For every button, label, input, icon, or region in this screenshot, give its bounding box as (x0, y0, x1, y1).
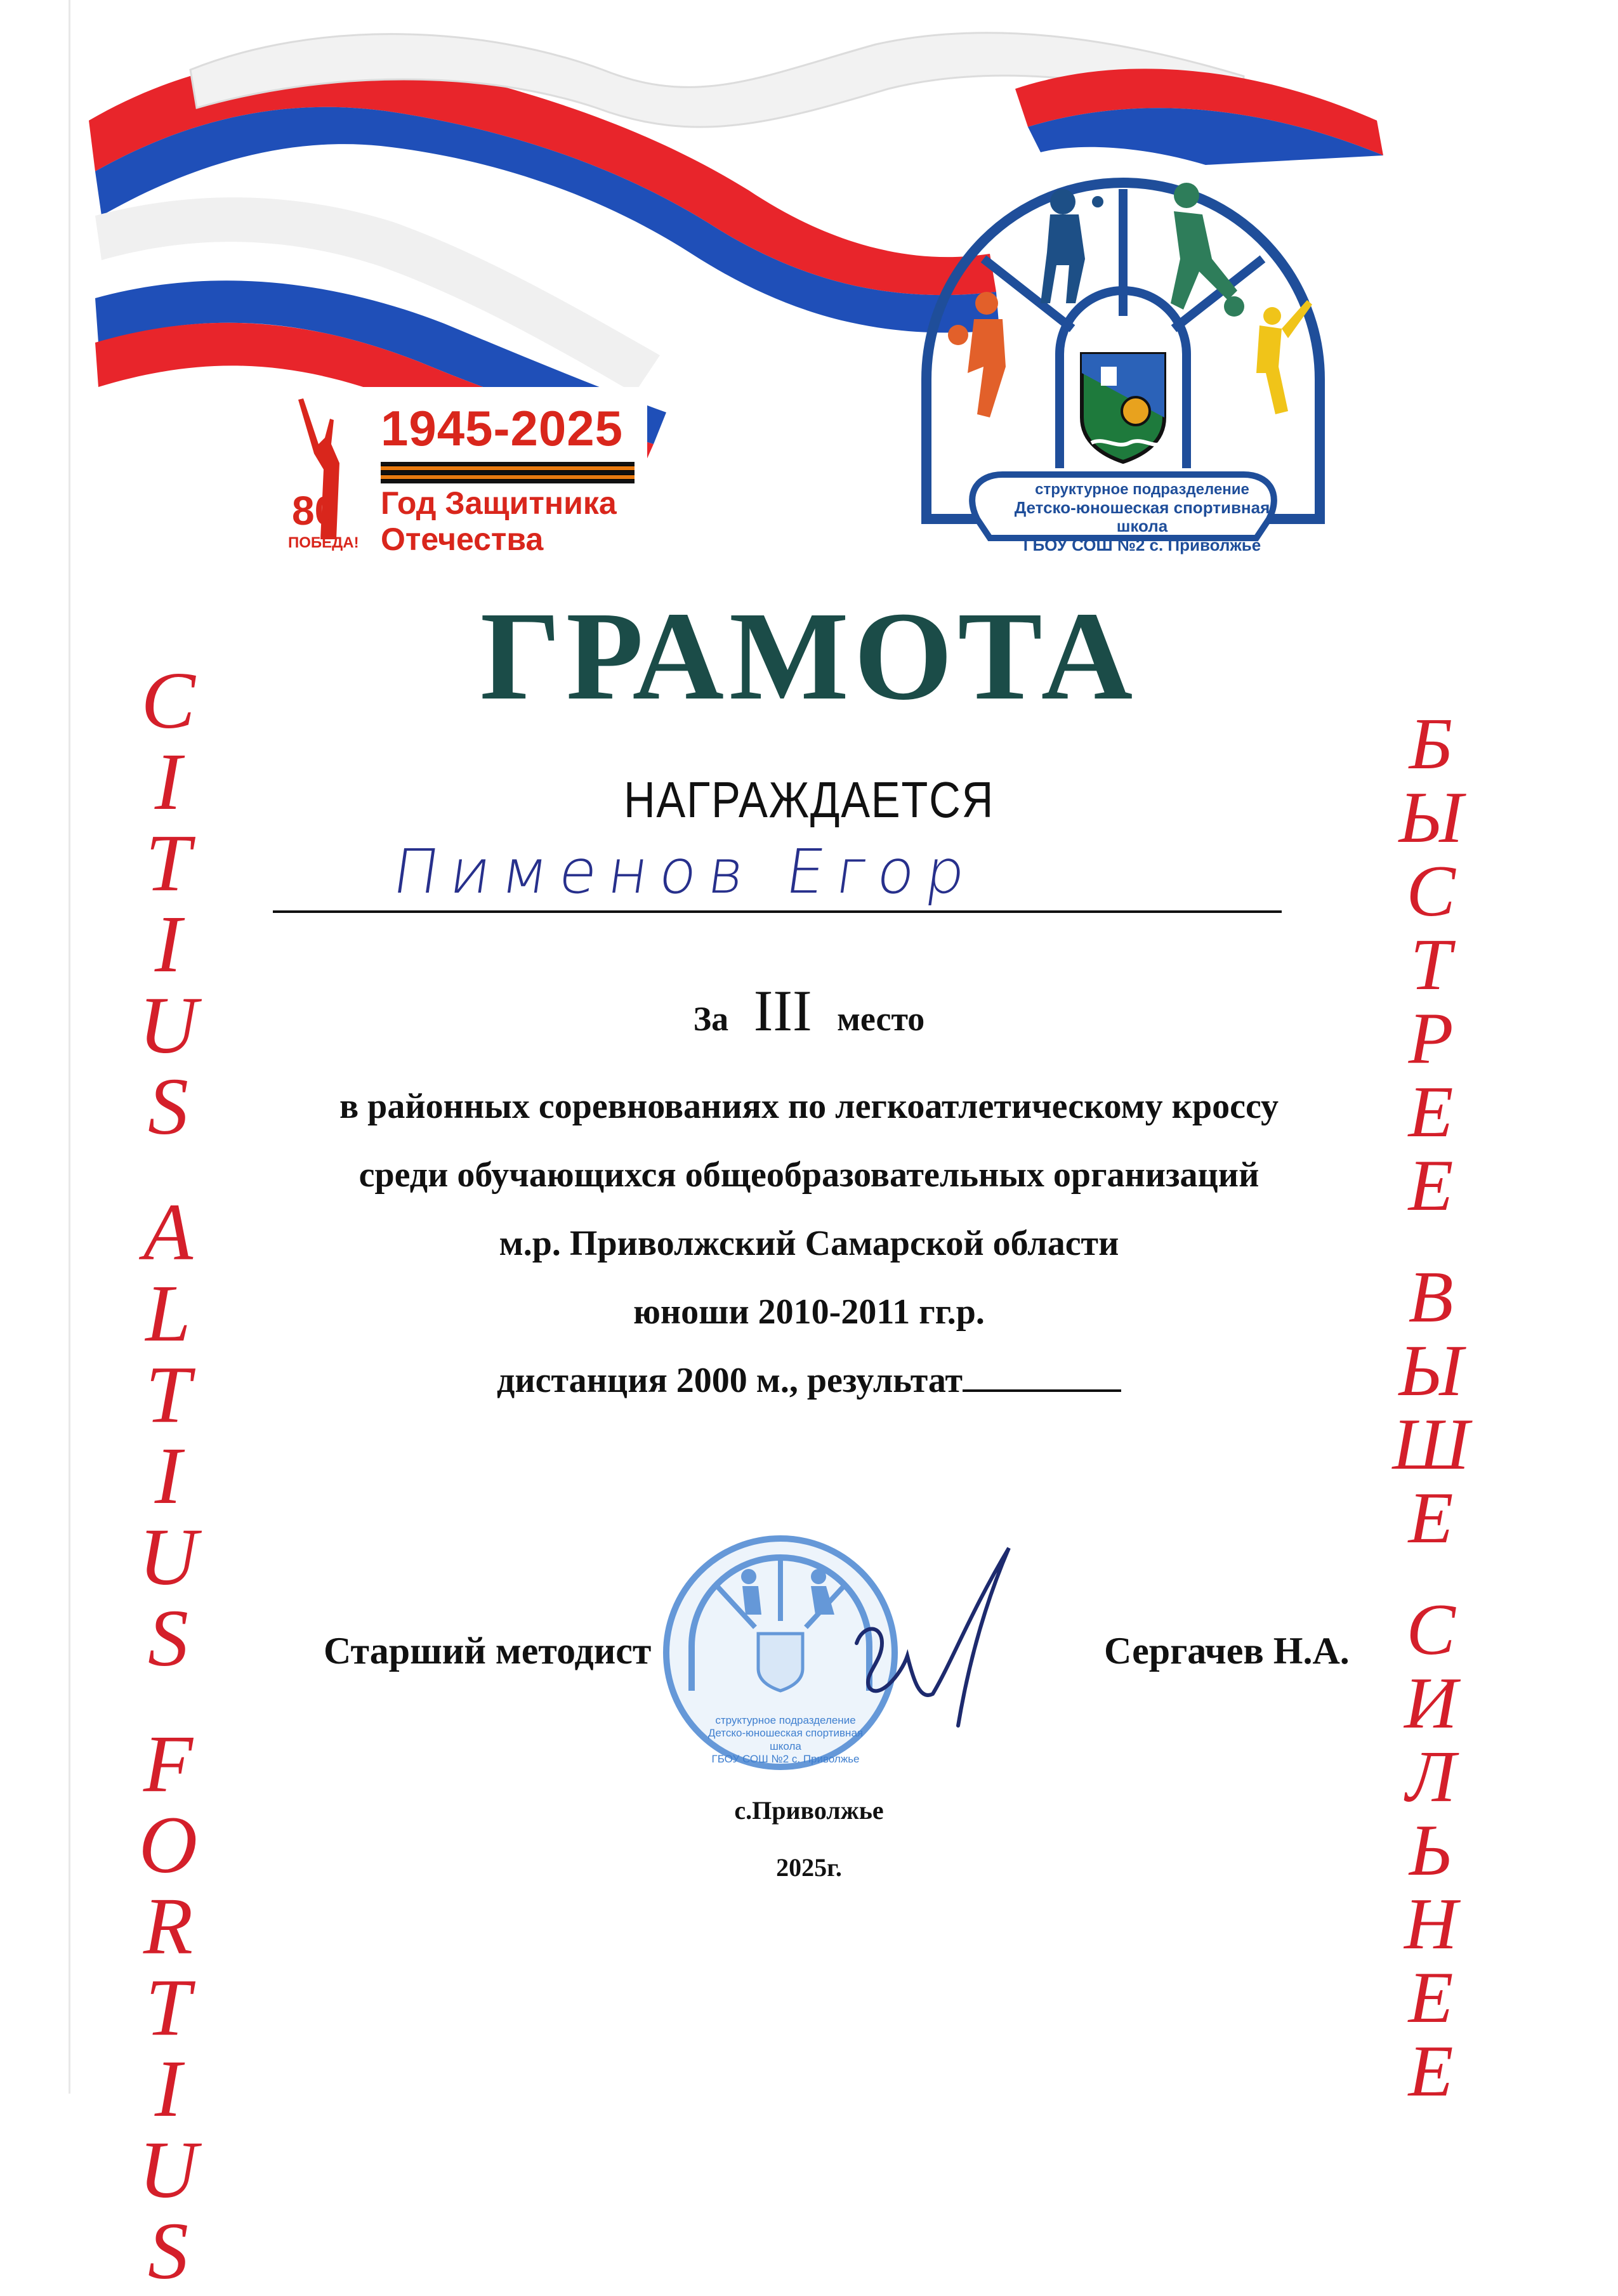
motto-letter: L (145, 1268, 191, 1358)
motto-right (1377, 704, 1485, 2112)
place-suffix: место (837, 1000, 925, 1038)
motto-letter: Ш (1392, 1404, 1470, 1485)
motto-letter: U (138, 980, 198, 1070)
motto-letter: I (154, 1431, 182, 1521)
place-prefix: За (693, 1000, 729, 1038)
emblem-caption-line2: Детско-юношеская спортивная школа (1014, 497, 1270, 536)
handwritten-signature (844, 1535, 1034, 1738)
motto-letter: Ы (1398, 1330, 1463, 1412)
motto-letter: I (154, 737, 182, 827)
motto-letter: U (138, 2125, 198, 2215)
motto-letter: T (145, 1349, 191, 1440)
motto-left (114, 655, 222, 2296)
emblem-caption-line1: структурное подразделение (1035, 481, 1249, 498)
volleyball-player-icon (1256, 300, 1312, 414)
eighty-label: 80 (292, 488, 338, 534)
motto-letter: S (148, 2206, 188, 2296)
motto-letter: Ь (1409, 1810, 1453, 1891)
signatory-role: Старший методист (324, 1630, 652, 1672)
motto-gap (1377, 1555, 1485, 1593)
description-line: среди обучающихся общеобразовательных организаций (358, 1155, 1260, 1195)
motto-letter: Е (1408, 1072, 1454, 1153)
motto-letter: Е (1408, 2031, 1454, 2112)
motto-letter: Е (1408, 1145, 1454, 1226)
motto-letter: И (1404, 1663, 1457, 1744)
motto-letter: F (143, 1719, 194, 1809)
victory-jubilee-badge (279, 387, 647, 571)
stamp-caption-line2: Детско-юношеская спортивная школа (707, 1727, 864, 1752)
jubilee-line2: Отечества (381, 522, 544, 557)
motto-letter: S (148, 1593, 188, 1683)
motto-letter: Е (1408, 1478, 1454, 1559)
certificate-title: ГРАМОТА (480, 586, 1138, 726)
basketball-player-icon (948, 292, 1006, 417)
issue-place: с.Приволжье (734, 1796, 884, 1825)
pobeda-label: ПОБЕДА! (288, 534, 359, 551)
issue-year: 2025г. (776, 1853, 842, 1882)
result-blank (963, 1361, 1121, 1392)
recipient-name: Пименов Егор (388, 836, 982, 907)
motto-letter: Ы (1398, 777, 1463, 858)
emblem-caption (990, 481, 1294, 555)
jubilee-years: 1945-2025 (381, 400, 624, 456)
motto-letter: O (138, 1800, 198, 1890)
flag-ribbon-graphic (0, 0, 1618, 482)
motto-letter: Р (1408, 998, 1454, 1079)
award-description (0, 1072, 1618, 1415)
motto-letter: S (148, 1061, 188, 1151)
motto-letter: I (154, 899, 182, 989)
motto-gap (1377, 1223, 1485, 1261)
motto-letter: С (1406, 1589, 1456, 1670)
motto-letter: R (143, 1881, 194, 1971)
jubilee-line1: Год Защитника (381, 485, 617, 521)
motto-letter: В (1408, 1257, 1454, 1338)
motto-letter: Е (1408, 1957, 1454, 2038)
signatory-name: Сергачев Н.А. (1104, 1630, 1350, 1672)
table-tennis-player-icon (1041, 189, 1103, 303)
place-number: III (753, 978, 812, 1043)
motto-letter: T (145, 1962, 191, 2052)
description-line: м.р. Приволжский Самарской области (499, 1224, 1119, 1263)
motto-letter: Л (1405, 1736, 1456, 1818)
distance-line (0, 1346, 1618, 1415)
st-george-ribbon (381, 462, 635, 483)
motto-gap (114, 1679, 222, 1723)
recipient-underline (273, 910, 1282, 913)
description-line: юноши 2010-2011 гг.р. (633, 1292, 985, 1332)
awarded-heading: НАГРАЖДАЕТСЯ (624, 771, 994, 828)
motto-letter: I (154, 2043, 182, 2134)
motto-letter: C (141, 655, 195, 745)
stamp-caption-line3: ГБОУ СОШ №2 с. Приволжье (711, 1753, 860, 1766)
motto-letter: Н (1404, 1884, 1457, 1965)
coat-of-arms-icon (1082, 354, 1164, 462)
motto-letter: Т (1410, 924, 1452, 1006)
motto-letter: U (138, 1512, 198, 1602)
stamp-caption-line1: структурное подразделение (715, 1714, 856, 1726)
emblem-caption-line3: ГБОУ СОШ №2 с. Приволжье (1023, 535, 1261, 555)
motto-letter: T (145, 818, 191, 908)
description-line: в районных соревнованиях по легкоатлетическому кроссу (339, 1087, 1279, 1126)
motto-letter: Б (1409, 704, 1453, 785)
motto-letter: A (143, 1187, 194, 1277)
place-line (0, 977, 1618, 1044)
distance-text: дистанция 2000 м., результат (497, 1361, 963, 1400)
motto-gap (114, 1147, 222, 1191)
motto-letter: С (1406, 851, 1456, 932)
